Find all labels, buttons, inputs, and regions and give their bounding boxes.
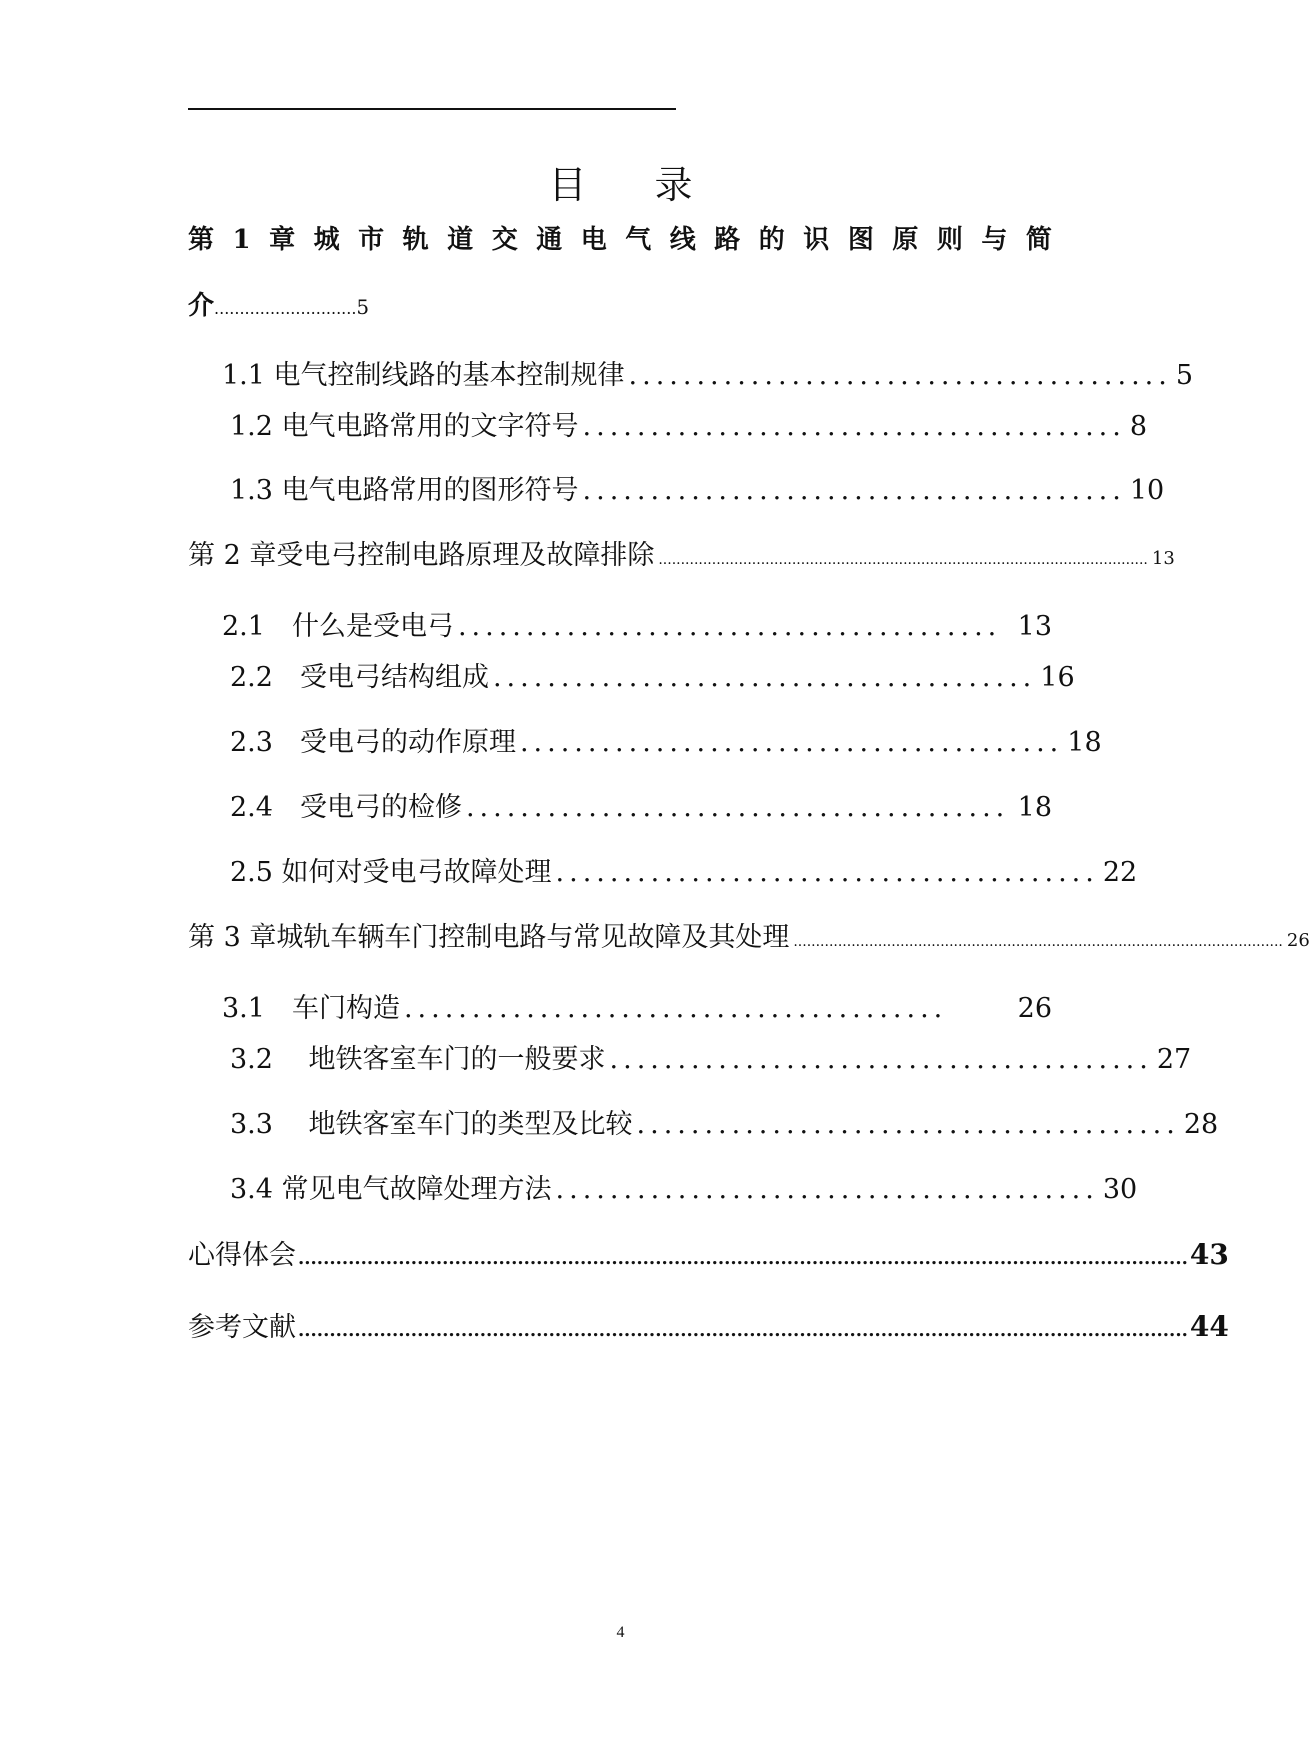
toc-entry-2-1[interactable] <box>222 609 1052 645</box>
page-ref: 13 <box>1151 548 1175 569</box>
entry-label: 2.2 受电弓结构组成 <box>230 662 489 693</box>
dot-leader: ........................................ <box>636 1109 1180 1140</box>
dot-leader: ........................................ <box>492 662 1037 693</box>
heading-char: 第 <box>188 225 215 255</box>
entry-label: 2.4 受电弓的检修 <box>230 792 462 823</box>
heading-char: 线 <box>669 225 696 255</box>
page-ref: 18 <box>1017 792 1052 823</box>
heading-char: 气 <box>625 225 652 255</box>
heading-char: 道 <box>447 225 474 255</box>
page-ref: 43 <box>1189 1238 1229 1271</box>
page-ref: 8 <box>1129 411 1148 442</box>
dot-leader: ........................................ <box>628 360 1172 391</box>
dot-leader: ........................................ <box>457 611 1002 642</box>
page-ref: 26 <box>1286 930 1310 951</box>
dot-leader: .............................................................................................................................................. <box>298 1248 1188 1269</box>
dot-leader: ........................................ <box>582 411 1126 442</box>
toc-title: 目 录 <box>548 163 721 207</box>
toc-chapter-3[interactable] <box>188 920 1310 960</box>
toc-entry-3-4[interactable] <box>230 1172 1138 1208</box>
page-ref: 44 <box>1189 1310 1229 1343</box>
page-ref: 27 <box>1156 1044 1192 1075</box>
toc-entry-1-1[interactable] <box>222 358 1194 394</box>
heading-char: 轨 <box>402 225 429 255</box>
toc-entry-1-3[interactable] <box>230 473 1165 509</box>
toc-entry-2-2[interactable] <box>230 660 1075 696</box>
page-ref: 5 <box>356 295 370 319</box>
heading-char: 城 <box>313 225 340 255</box>
toc-chapter-2[interactable] <box>188 538 1175 578</box>
heading-char: 路 <box>714 225 741 255</box>
chapter-number: 第 3 章 <box>188 922 277 953</box>
entry-label: 3.2 地铁客室车门的一般要求 <box>230 1044 606 1075</box>
heading-char: 原 <box>892 225 919 255</box>
page-ref: 5 <box>1175 360 1194 391</box>
dot-leader: ............................ <box>214 299 357 318</box>
toc-entry-3-2[interactable] <box>230 1042 1192 1078</box>
page-ref: 28 <box>1183 1109 1219 1140</box>
toc-entry-3-1[interactable] <box>222 991 1052 1027</box>
page-ref: 30 <box>1102 1174 1138 1205</box>
heading-char: 市 <box>358 225 385 255</box>
toc-entry-3-3[interactable] <box>230 1107 1219 1143</box>
entry-label: 3.3 地铁客室车门的类型及比较 <box>230 1109 633 1140</box>
page-ref: 10 <box>1129 475 1165 506</box>
entry-label: 1.1 电气控制线路的基本控制规律 <box>222 360 625 391</box>
toc-entry-2-5[interactable] <box>230 855 1138 891</box>
heading-char: 的 <box>758 225 785 255</box>
toc-entry-2-3[interactable] <box>230 725 1102 761</box>
dot-leader: ........................................ <box>609 1044 1153 1075</box>
entry-label: 1.3 电气电路常用的图形符号 <box>230 475 579 506</box>
dot-leader: ........................................ <box>555 1174 1099 1205</box>
header-rule <box>188 108 676 110</box>
page-ref: 22 <box>1102 857 1138 888</box>
heading-char: 通 <box>536 225 563 255</box>
entry-label: 1.2 电气电路常用的文字符号 <box>230 411 579 442</box>
entry-label: 3.1 车门构造 <box>222 993 400 1024</box>
dot-leader: ........................................ <box>403 993 948 1024</box>
heading-char: 电 <box>580 225 607 255</box>
toc-entry-experience[interactable] <box>188 1237 1229 1277</box>
heading-char: 交 <box>491 225 518 255</box>
entry-label: 3.4 常见电气故障处理方法 <box>230 1174 552 1205</box>
page-ref: 13 <box>1017 611 1052 642</box>
page-ref: 16 <box>1040 662 1075 693</box>
dot-leader: ........................................ <box>519 727 1064 758</box>
chapter-title-continuation: 介 <box>188 291 215 321</box>
heading-char: 与 <box>981 225 1008 255</box>
entry-label: 心得体会 <box>188 1240 296 1271</box>
heading-char: 章 <box>269 225 296 255</box>
toc-entry-references[interactable] <box>188 1309 1229 1349</box>
entry-label: 2.5 如何对受电弓故障处理 <box>230 857 552 888</box>
chapter-title: 受电弓控制电路原理及故障排除 <box>276 540 655 571</box>
dot-leader: ........................................ <box>555 857 1099 888</box>
dot-leader: .............................................................................................................. <box>793 934 1283 950</box>
heading-char: 简 <box>1025 225 1052 255</box>
heading-char: 1 <box>232 225 251 255</box>
dot-leader: ........................................ <box>582 475 1126 506</box>
heading-char: 则 <box>936 225 963 255</box>
toc-entry-1-2[interactable] <box>230 409 1148 445</box>
heading-char: 识 <box>803 225 830 255</box>
page-ref: 26 <box>1017 993 1052 1024</box>
dot-leader: .............................................................................................................................................. <box>298 1320 1188 1341</box>
toc-chapter-1-continuation[interactable] <box>188 288 369 327</box>
entry-label: 2.1 什么是受电弓 <box>222 611 454 642</box>
chapter-number: 第 2 章 <box>188 540 277 571</box>
dot-leader: .............................................................................................................. <box>658 552 1148 568</box>
dot-leader: ........................................ <box>465 792 1010 823</box>
entry-label: 2.3 受电弓的动作原理 <box>230 727 516 758</box>
toc-entry-2-4[interactable] <box>230 790 1052 826</box>
page-ref: 18 <box>1067 727 1102 758</box>
toc-chapter-1-heading[interactable] <box>188 222 1052 258</box>
chapter-title: 城轨车辆车门控制电路与常见故障及其处理 <box>276 922 790 953</box>
page-number: 4 <box>616 1624 625 1641</box>
heading-char: 图 <box>847 225 874 255</box>
entry-label: 参考文献 <box>188 1312 296 1343</box>
